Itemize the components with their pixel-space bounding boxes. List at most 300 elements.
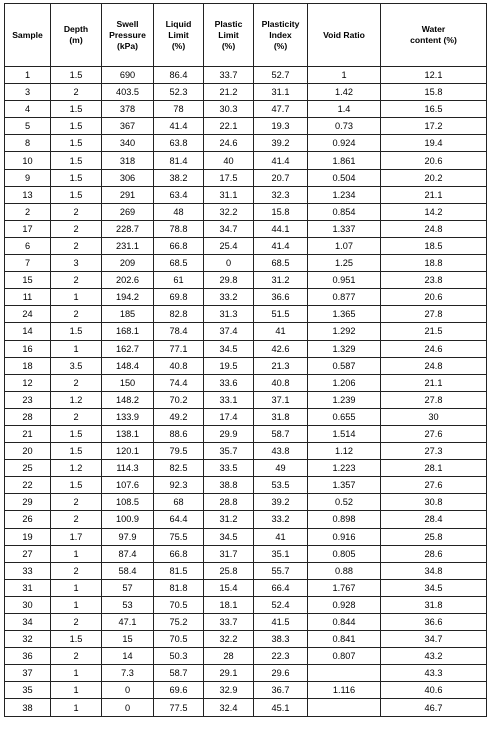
cell-liquid-limit: 88.6 — [154, 425, 204, 442]
cell-liquid-limit: 63.4 — [154, 186, 204, 203]
cell-liquid-limit: 48 — [154, 203, 204, 220]
table-row — [5, 118, 487, 135]
cell-swell-pressure: 209 — [102, 255, 154, 272]
table-row — [5, 408, 487, 425]
cell-sample: 17 — [5, 220, 51, 237]
data-table-sheet — [4, 3, 487, 717]
cell-water-content: 18.5 — [381, 237, 487, 254]
cell-liquid-limit: 81.8 — [154, 579, 204, 596]
cell-water-content: 19.4 — [381, 135, 487, 152]
table-row — [5, 579, 487, 596]
cell-plastic-limit: 25.8 — [204, 562, 254, 579]
cell-depth: 3 — [51, 255, 102, 272]
cell-plasticity-index: 20.7 — [254, 169, 308, 186]
cell-swell-pressure: 15 — [102, 631, 154, 648]
cell-swell-pressure: 367 — [102, 118, 154, 135]
cell-water-content: 43.3 — [381, 665, 487, 682]
cell-plastic-limit: 38.8 — [204, 477, 254, 494]
column-header-plastic-limit: Plastic Limit (%) — [204, 4, 254, 67]
cell-sample: 12 — [5, 374, 51, 391]
cell-plastic-limit: 31.2 — [204, 511, 254, 528]
cell-swell-pressure: 14 — [102, 648, 154, 665]
table-row — [5, 169, 487, 186]
cell-sample: 36 — [5, 648, 51, 665]
cell-swell-pressure: 108.5 — [102, 494, 154, 511]
cell-swell-pressure: 47.1 — [102, 614, 154, 631]
cell-depth: 1 — [51, 699, 102, 716]
cell-swell-pressure: 162.7 — [102, 340, 154, 357]
cell-void-ratio: 1.12 — [308, 443, 381, 460]
column-header-water-content: Water content (%) — [381, 4, 487, 67]
table-row — [5, 67, 487, 84]
cell-water-content: 21.5 — [381, 323, 487, 340]
cell-water-content: 27.8 — [381, 306, 487, 323]
cell-void-ratio: 0.898 — [308, 511, 381, 528]
cell-plastic-limit: 25.4 — [204, 237, 254, 254]
column-header-depth: Depth (m) — [51, 4, 102, 67]
table-row — [5, 135, 487, 152]
table-row — [5, 631, 487, 648]
cell-void-ratio: 1.292 — [308, 323, 381, 340]
cell-swell-pressure: 0 — [102, 682, 154, 699]
cell-depth: 1.2 — [51, 460, 102, 477]
cell-liquid-limit: 41.4 — [154, 118, 204, 135]
cell-sample: 30 — [5, 596, 51, 613]
cell-void-ratio: 1.861 — [308, 152, 381, 169]
cell-depth: 1.5 — [51, 152, 102, 169]
cell-depth: 2 — [51, 306, 102, 323]
cell-void-ratio: 0.655 — [308, 408, 381, 425]
cell-void-ratio: 1.25 — [308, 255, 381, 272]
cell-void-ratio: 1.239 — [308, 391, 381, 408]
cell-void-ratio: 0.951 — [308, 272, 381, 289]
cell-void-ratio: 1.357 — [308, 477, 381, 494]
cell-void-ratio: 1.42 — [308, 84, 381, 101]
table-row — [5, 545, 487, 562]
cell-liquid-limit: 64.4 — [154, 511, 204, 528]
cell-depth: 1.5 — [51, 101, 102, 118]
cell-swell-pressure: 306 — [102, 169, 154, 186]
table-body — [5, 67, 487, 717]
cell-depth: 1.5 — [51, 67, 102, 84]
cell-swell-pressure: 185 — [102, 306, 154, 323]
cell-void-ratio: 0.841 — [308, 631, 381, 648]
cell-liquid-limit: 38.2 — [154, 169, 204, 186]
cell-plasticity-index: 15.8 — [254, 203, 308, 220]
cell-water-content: 43.2 — [381, 648, 487, 665]
table-row — [5, 203, 487, 220]
cell-liquid-limit: 77.5 — [154, 699, 204, 716]
cell-void-ratio: 0.807 — [308, 648, 381, 665]
cell-void-ratio: 1.329 — [308, 340, 381, 357]
cell-sample: 16 — [5, 340, 51, 357]
cell-sample: 23 — [5, 391, 51, 408]
cell-plasticity-index: 36.6 — [254, 289, 308, 306]
cell-liquid-limit: 70.2 — [154, 391, 204, 408]
cell-plasticity-index: 31.1 — [254, 84, 308, 101]
table-row — [5, 494, 487, 511]
cell-void-ratio: 1.07 — [308, 237, 381, 254]
cell-swell-pressure: 58.4 — [102, 562, 154, 579]
cell-depth: 2 — [51, 614, 102, 631]
cell-plastic-limit: 31.1 — [204, 186, 254, 203]
cell-sample: 4 — [5, 101, 51, 118]
table-row — [5, 443, 487, 460]
cell-plasticity-index: 66.4 — [254, 579, 308, 596]
cell-depth: 2 — [51, 220, 102, 237]
cell-void-ratio: 1 — [308, 67, 381, 84]
cell-swell-pressure: 690 — [102, 67, 154, 84]
cell-water-content: 34.7 — [381, 631, 487, 648]
cell-liquid-limit: 40.8 — [154, 357, 204, 374]
cell-void-ratio: 0.924 — [308, 135, 381, 152]
cell-water-content: 23.8 — [381, 272, 487, 289]
cell-liquid-limit: 66.8 — [154, 545, 204, 562]
cell-water-content: 46.7 — [381, 699, 487, 716]
cell-water-content: 34.8 — [381, 562, 487, 579]
cell-depth: 1 — [51, 340, 102, 357]
cell-liquid-limit: 52.3 — [154, 84, 204, 101]
cell-depth: 1 — [51, 682, 102, 699]
cell-depth: 1 — [51, 596, 102, 613]
cell-depth: 2 — [51, 203, 102, 220]
cell-plastic-limit: 21.2 — [204, 84, 254, 101]
cell-liquid-limit: 49.2 — [154, 408, 204, 425]
cell-sample: 7 — [5, 255, 51, 272]
cell-void-ratio: 0.805 — [308, 545, 381, 562]
table-row — [5, 614, 487, 631]
cell-sample: 1 — [5, 67, 51, 84]
table-row — [5, 323, 487, 340]
cell-water-content: 28.1 — [381, 460, 487, 477]
cell-plasticity-index: 31.8 — [254, 408, 308, 425]
cell-plasticity-index: 53.5 — [254, 477, 308, 494]
cell-plasticity-index: 55.7 — [254, 562, 308, 579]
cell-water-content: 15.8 — [381, 84, 487, 101]
cell-plasticity-index: 36.7 — [254, 682, 308, 699]
cell-swell-pressure: 194.2 — [102, 289, 154, 306]
cell-plasticity-index: 51.5 — [254, 306, 308, 323]
cell-depth: 2 — [51, 237, 102, 254]
table-row — [5, 255, 487, 272]
cell-plastic-limit: 28 — [204, 648, 254, 665]
cell-plastic-limit: 35.7 — [204, 443, 254, 460]
table-row — [5, 682, 487, 699]
cell-liquid-limit: 70.5 — [154, 631, 204, 648]
cell-plastic-limit: 29.1 — [204, 665, 254, 682]
cell-plasticity-index: 52.4 — [254, 596, 308, 613]
cell-swell-pressure: 114.3 — [102, 460, 154, 477]
cell-swell-pressure: 138.1 — [102, 425, 154, 442]
cell-swell-pressure: 7.3 — [102, 665, 154, 682]
cell-sample: 2 — [5, 203, 51, 220]
cell-water-content: 16.5 — [381, 101, 487, 118]
cell-sample: 25 — [5, 460, 51, 477]
column-header-sample: Sample — [5, 4, 51, 67]
cell-swell-pressure: 148.2 — [102, 391, 154, 408]
cell-depth: 1.5 — [51, 186, 102, 203]
cell-depth: 1 — [51, 545, 102, 562]
cell-liquid-limit: 70.5 — [154, 596, 204, 613]
cell-void-ratio: 0.504 — [308, 169, 381, 186]
cell-sample: 6 — [5, 237, 51, 254]
table-row — [5, 511, 487, 528]
cell-plastic-limit: 32.2 — [204, 631, 254, 648]
cell-void-ratio: 1.223 — [308, 460, 381, 477]
column-header-swell-pressure: Swell Pressure (kPa) — [102, 4, 154, 67]
cell-swell-pressure: 87.4 — [102, 545, 154, 562]
cell-liquid-limit: 69.8 — [154, 289, 204, 306]
cell-water-content: 12.1 — [381, 67, 487, 84]
cell-water-content: 20.2 — [381, 169, 487, 186]
cell-water-content: 25.8 — [381, 528, 487, 545]
cell-depth: 3.5 — [51, 357, 102, 374]
cell-depth: 1 — [51, 665, 102, 682]
cell-depth: 1.5 — [51, 443, 102, 460]
cell-swell-pressure: 291 — [102, 186, 154, 203]
cell-swell-pressure: 340 — [102, 135, 154, 152]
cell-void-ratio — [308, 665, 381, 682]
cell-water-content: 24.8 — [381, 357, 487, 374]
cell-depth: 1.5 — [51, 169, 102, 186]
cell-plastic-limit: 31.3 — [204, 306, 254, 323]
cell-water-content: 30.8 — [381, 494, 487, 511]
cell-water-content: 20.6 — [381, 152, 487, 169]
cell-plastic-limit: 28.8 — [204, 494, 254, 511]
cell-sample: 21 — [5, 425, 51, 442]
cell-sample: 11 — [5, 289, 51, 306]
cell-plastic-limit: 30.3 — [204, 101, 254, 118]
cell-sample: 34 — [5, 614, 51, 631]
cell-water-content: 14.2 — [381, 203, 487, 220]
table-row — [5, 357, 487, 374]
cell-plastic-limit: 32.4 — [204, 699, 254, 716]
cell-plasticity-index: 40.8 — [254, 374, 308, 391]
table-row — [5, 596, 487, 613]
cell-liquid-limit: 78.4 — [154, 323, 204, 340]
cell-liquid-limit: 50.3 — [154, 648, 204, 665]
cell-plasticity-index: 39.2 — [254, 135, 308, 152]
cell-swell-pressure: 107.6 — [102, 477, 154, 494]
cell-void-ratio: 0.928 — [308, 596, 381, 613]
table-row — [5, 562, 487, 579]
cell-sample: 19 — [5, 528, 51, 545]
cell-plastic-limit: 34.7 — [204, 220, 254, 237]
cell-sample: 29 — [5, 494, 51, 511]
cell-sample: 24 — [5, 306, 51, 323]
cell-liquid-limit: 68 — [154, 494, 204, 511]
cell-swell-pressure: 378 — [102, 101, 154, 118]
cell-sample: 22 — [5, 477, 51, 494]
cell-sample: 13 — [5, 186, 51, 203]
cell-plastic-limit: 37.4 — [204, 323, 254, 340]
cell-sample: 37 — [5, 665, 51, 682]
cell-liquid-limit: 92.3 — [154, 477, 204, 494]
cell-depth: 1.5 — [51, 135, 102, 152]
cell-plastic-limit: 33.6 — [204, 374, 254, 391]
cell-plasticity-index: 41.5 — [254, 614, 308, 631]
cell-liquid-limit: 79.5 — [154, 443, 204, 460]
table-row — [5, 391, 487, 408]
cell-depth: 2 — [51, 648, 102, 665]
cell-plasticity-index: 39.2 — [254, 494, 308, 511]
cell-plasticity-index: 49 — [254, 460, 308, 477]
cell-plasticity-index: 41.4 — [254, 237, 308, 254]
cell-void-ratio: 0.877 — [308, 289, 381, 306]
cell-plasticity-index: 22.3 — [254, 648, 308, 665]
cell-plastic-limit: 15.4 — [204, 579, 254, 596]
cell-depth: 1.2 — [51, 391, 102, 408]
cell-plasticity-index: 19.3 — [254, 118, 308, 135]
cell-plasticity-index: 35.1 — [254, 545, 308, 562]
cell-depth: 2 — [51, 84, 102, 101]
cell-plasticity-index: 33.2 — [254, 511, 308, 528]
cell-void-ratio: 0.916 — [308, 528, 381, 545]
cell-swell-pressure: 269 — [102, 203, 154, 220]
cell-liquid-limit: 81.5 — [154, 562, 204, 579]
table-row — [5, 186, 487, 203]
cell-depth: 1.5 — [51, 323, 102, 340]
cell-depth: 2 — [51, 494, 102, 511]
cell-liquid-limit: 75.2 — [154, 614, 204, 631]
cell-swell-pressure: 0 — [102, 699, 154, 716]
cell-water-content: 27.3 — [381, 443, 487, 460]
cell-void-ratio: 0.73 — [308, 118, 381, 135]
cell-void-ratio: 0.52 — [308, 494, 381, 511]
cell-swell-pressure: 202.6 — [102, 272, 154, 289]
cell-void-ratio: 0.854 — [308, 203, 381, 220]
cell-plastic-limit: 31.7 — [204, 545, 254, 562]
cell-plastic-limit: 32.9 — [204, 682, 254, 699]
cell-depth: 2 — [51, 511, 102, 528]
cell-plasticity-index: 42.6 — [254, 340, 308, 357]
cell-depth: 1.5 — [51, 425, 102, 442]
cell-depth: 1.5 — [51, 118, 102, 135]
cell-plastic-limit: 24.6 — [204, 135, 254, 152]
cell-void-ratio: 1.234 — [308, 186, 381, 203]
cell-water-content: 27.6 — [381, 477, 487, 494]
header-row — [5, 4, 487, 67]
cell-plastic-limit: 34.5 — [204, 528, 254, 545]
cell-sample: 28 — [5, 408, 51, 425]
cell-swell-pressure: 57 — [102, 579, 154, 596]
cell-water-content: 27.8 — [381, 391, 487, 408]
soil-properties-table — [4, 3, 487, 717]
cell-water-content: 27.6 — [381, 425, 487, 442]
cell-plasticity-index: 58.7 — [254, 425, 308, 442]
cell-swell-pressure: 97.9 — [102, 528, 154, 545]
cell-water-content: 28.6 — [381, 545, 487, 562]
cell-water-content: 18.8 — [381, 255, 487, 272]
cell-sample: 5 — [5, 118, 51, 135]
table-row — [5, 699, 487, 716]
cell-liquid-limit: 78.8 — [154, 220, 204, 237]
cell-liquid-limit: 74.4 — [154, 374, 204, 391]
cell-swell-pressure: 133.9 — [102, 408, 154, 425]
cell-plasticity-index: 29.6 — [254, 665, 308, 682]
cell-depth: 1 — [51, 579, 102, 596]
table-row — [5, 152, 487, 169]
column-header-void-ratio: Void Ratio — [308, 4, 381, 67]
cell-water-content: 36.6 — [381, 614, 487, 631]
table-row — [5, 84, 487, 101]
cell-void-ratio: 1.337 — [308, 220, 381, 237]
cell-plasticity-index: 32.3 — [254, 186, 308, 203]
cell-swell-pressure: 231.1 — [102, 237, 154, 254]
table-row — [5, 340, 487, 357]
cell-void-ratio: 1.365 — [308, 306, 381, 323]
cell-water-content: 34.5 — [381, 579, 487, 596]
cell-liquid-limit: 58.7 — [154, 665, 204, 682]
table-row — [5, 220, 487, 237]
cell-liquid-limit: 68.5 — [154, 255, 204, 272]
cell-sample: 14 — [5, 323, 51, 340]
table-row — [5, 101, 487, 118]
table-row — [5, 237, 487, 254]
cell-depth: 2 — [51, 374, 102, 391]
cell-swell-pressure: 403.5 — [102, 84, 154, 101]
cell-plasticity-index: 68.5 — [254, 255, 308, 272]
cell-water-content: 30 — [381, 408, 487, 425]
cell-plastic-limit: 0 — [204, 255, 254, 272]
cell-plastic-limit: 33.7 — [204, 67, 254, 84]
cell-liquid-limit: 75.5 — [154, 528, 204, 545]
cell-void-ratio — [308, 699, 381, 716]
cell-void-ratio: 0.844 — [308, 614, 381, 631]
cell-sample: 33 — [5, 562, 51, 579]
cell-depth: 2 — [51, 562, 102, 579]
cell-plastic-limit: 34.5 — [204, 340, 254, 357]
cell-plastic-limit: 17.4 — [204, 408, 254, 425]
cell-plasticity-index: 38.3 — [254, 631, 308, 648]
cell-sample: 26 — [5, 511, 51, 528]
cell-plasticity-index: 41 — [254, 528, 308, 545]
column-header-liquid-limit: Liquid Limit (%) — [154, 4, 204, 67]
cell-swell-pressure: 120.1 — [102, 443, 154, 460]
cell-liquid-limit: 66.8 — [154, 237, 204, 254]
cell-liquid-limit: 81.4 — [154, 152, 204, 169]
cell-void-ratio: 0.587 — [308, 357, 381, 374]
column-header-plasticity-index: Plasticity Index (%) — [254, 4, 308, 67]
cell-plastic-limit: 18.1 — [204, 596, 254, 613]
cell-depth: 1.7 — [51, 528, 102, 545]
cell-depth: 2 — [51, 272, 102, 289]
cell-void-ratio: 1.4 — [308, 101, 381, 118]
cell-plastic-limit: 29.9 — [204, 425, 254, 442]
cell-plastic-limit: 33.2 — [204, 289, 254, 306]
cell-plasticity-index: 41 — [254, 323, 308, 340]
cell-water-content: 31.8 — [381, 596, 487, 613]
cell-sample: 9 — [5, 169, 51, 186]
cell-sample: 35 — [5, 682, 51, 699]
cell-depth: 1 — [51, 289, 102, 306]
cell-liquid-limit: 77.1 — [154, 340, 204, 357]
cell-sample: 8 — [5, 135, 51, 152]
table-row — [5, 272, 487, 289]
cell-sample: 38 — [5, 699, 51, 716]
cell-swell-pressure: 318 — [102, 152, 154, 169]
cell-void-ratio: 1.514 — [308, 425, 381, 442]
cell-plastic-limit: 32.2 — [204, 203, 254, 220]
cell-water-content: 28.4 — [381, 511, 487, 528]
cell-liquid-limit: 69.6 — [154, 682, 204, 699]
table-row — [5, 460, 487, 477]
cell-sample: 18 — [5, 357, 51, 374]
cell-plasticity-index: 47.7 — [254, 101, 308, 118]
cell-sample: 32 — [5, 631, 51, 648]
cell-void-ratio: 0.88 — [308, 562, 381, 579]
cell-water-content: 24.8 — [381, 220, 487, 237]
